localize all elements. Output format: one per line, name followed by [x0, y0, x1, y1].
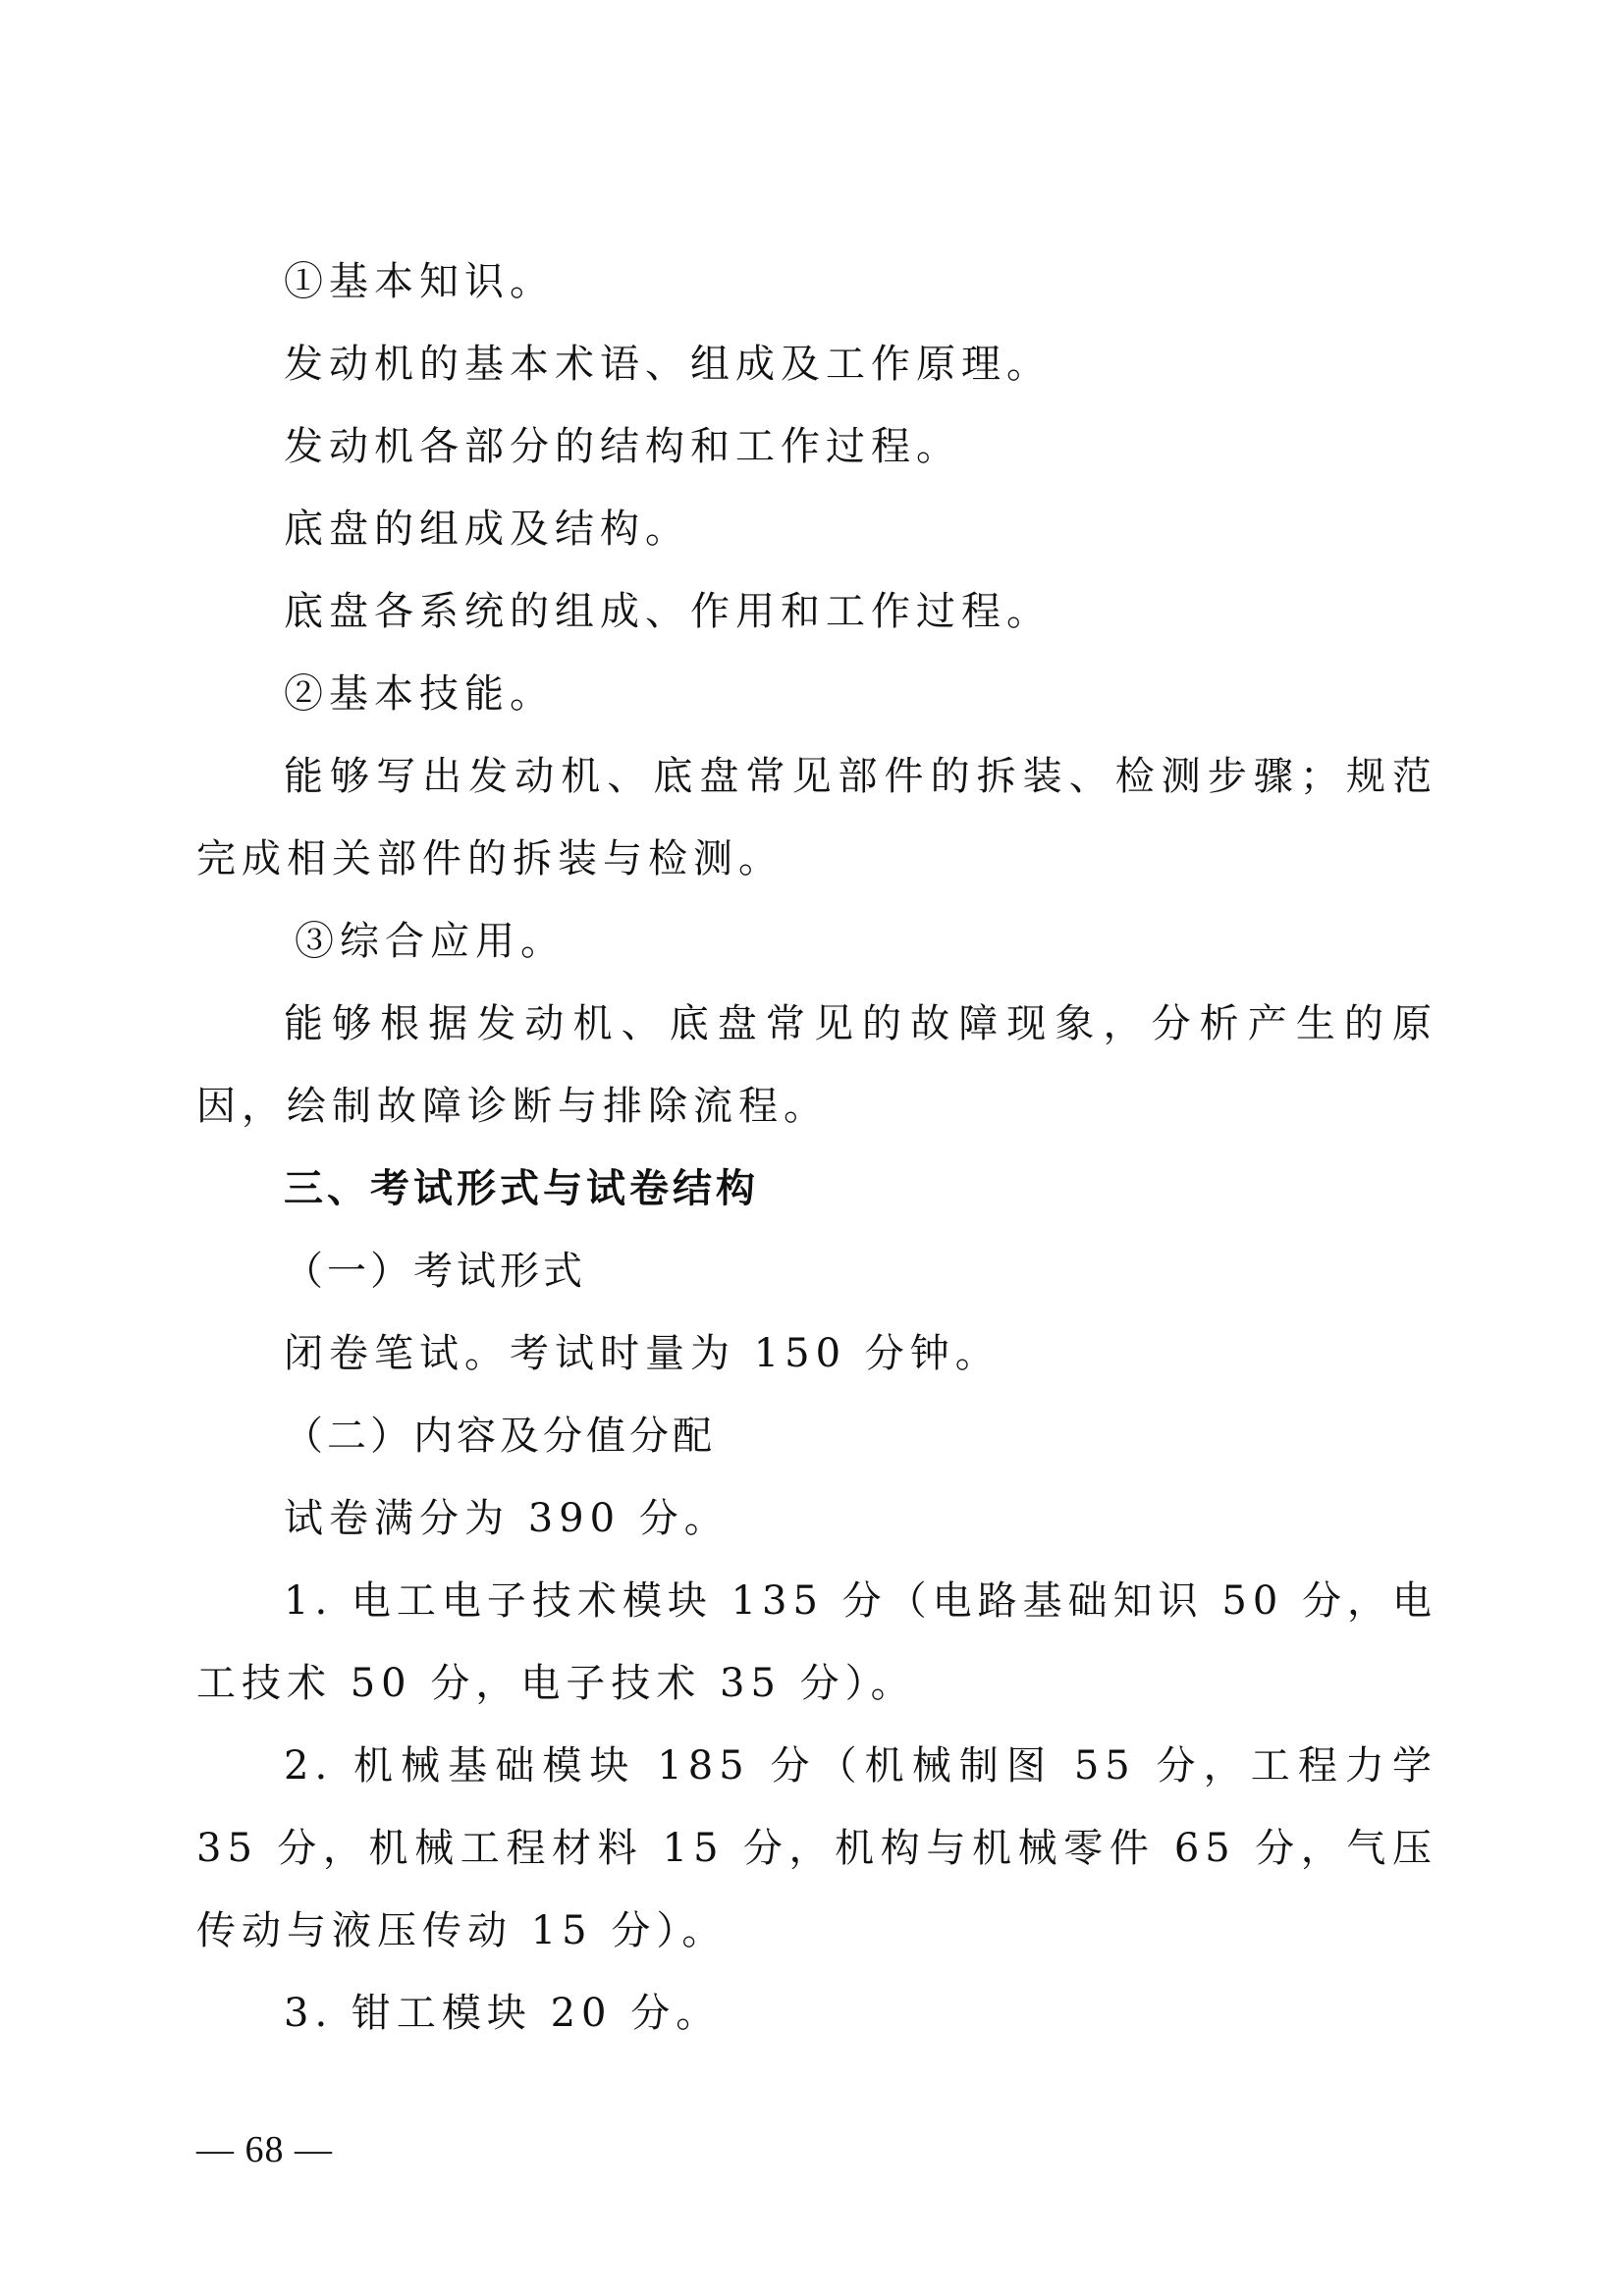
- subsection-heading: （二）内容及分值分配: [284, 1414, 716, 1459]
- section-item-basic-knowledge: ①基本知识。: [284, 259, 555, 304]
- section-heading: 三、考试形式与试卷结构: [284, 1166, 759, 1211]
- section-item-comprehensive-application: ③综合应用。: [295, 919, 566, 964]
- text-line: 闭卷笔试。考试时量为 150 分钟。: [284, 1331, 1001, 1376]
- section-item-basic-skills: ②基本技能。: [284, 671, 555, 717]
- paragraph: 能够写出发动机、底盘常见部件的拆装、检测步骤；规范完成相关部件的拆装与检测。: [196, 754, 1437, 881]
- text-line: 底盘的组成及结构。: [284, 507, 690, 552]
- text-line: 发动机各部分的结构和工作过程。: [284, 424, 961, 469]
- paragraph: 能够根据发动机、底盘常见的故障现象，分析产生的原因，绘制故障诊断与排除流程。: [196, 1001, 1437, 1129]
- text-line: 底盘各系统的组成、作用和工作过程。: [284, 589, 1052, 634]
- list-item: 3. 钳工模块 20 分。: [284, 1991, 722, 2036]
- text-line: 发动机的基本术语、组成及工作原理。: [284, 342, 1052, 387]
- subsection-heading: （一）考试形式: [284, 1249, 586, 1294]
- text-line: 试卷满分为 390 分。: [284, 1496, 730, 1541]
- list-item: 1. 电工电子技术模块 135 分（电路基础知识 50 分，电工技术 50 分，电子技术 35 分）。: [196, 1578, 1437, 1706]
- list-item: 2. 机械基础模块 185 分（机械制图 55 分，工程力学 35 分，机械工程材料 15 分，机构与机械零件 65 分，气压传动与液压传动 15 分）。: [196, 1743, 1437, 1953]
- page-number: — 68 —: [196, 2129, 333, 2170]
- document-body: [196, 240, 1437, 2055]
